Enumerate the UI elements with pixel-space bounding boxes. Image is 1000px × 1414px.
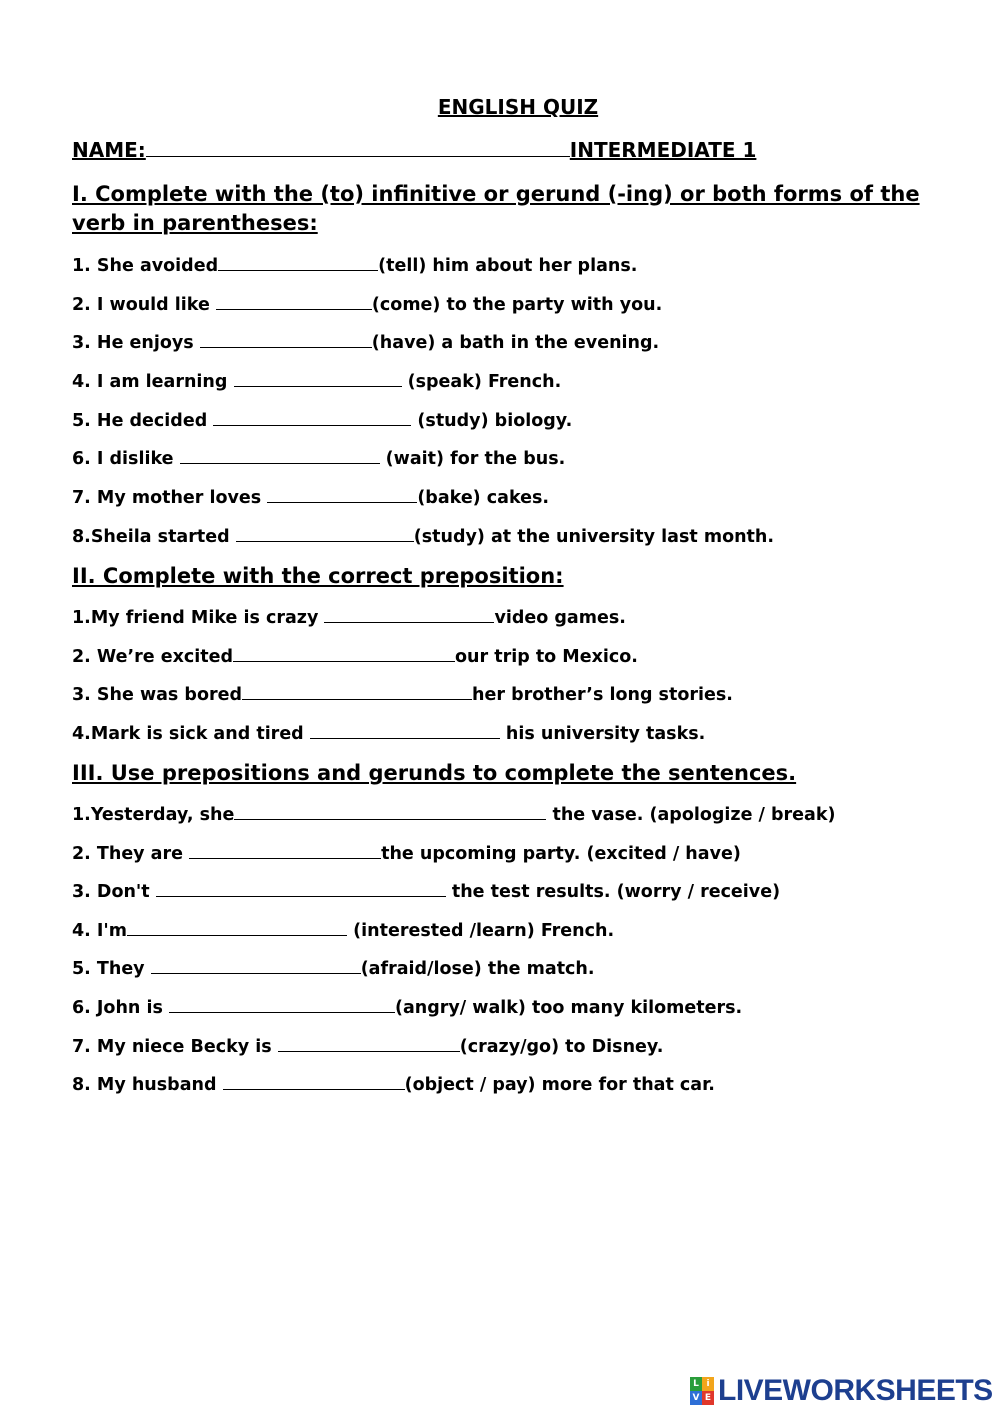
s1-item-8 (72, 524, 774, 547)
item-text: 2. I would like (72, 295, 216, 315)
answer-blank[interactable] (223, 1072, 405, 1090)
item-text: the upcoming party. (excited / have) (381, 844, 741, 864)
item-text: (study) at the university last month. (413, 527, 775, 547)
answer-blank[interactable] (233, 644, 455, 662)
item-text: (object / pay) more for that car. (404, 1075, 715, 1095)
item-text: video games. (494, 608, 626, 628)
answer-blank[interactable] (234, 802, 546, 820)
item-text: (study) biology. (411, 411, 573, 431)
answer-blank[interactable] (267, 485, 417, 503)
item-text: 1.Yesterday, she (72, 805, 235, 825)
item-text: 4. I'm (72, 921, 128, 941)
s1-item-2 (72, 292, 662, 315)
s3-item-8 (72, 1072, 715, 1095)
s3-item-6 (72, 995, 742, 1018)
s2-item-4 (72, 721, 705, 744)
s3-item-7 (72, 1034, 663, 1057)
answer-blank[interactable] (169, 995, 395, 1013)
item-text: her brother’s long stories. (472, 685, 733, 705)
item-text: (bake) cakes. (417, 488, 550, 508)
item-text: 5. They (72, 959, 151, 979)
item-text: 1. She avoided (72, 256, 219, 276)
s3-item-3 (72, 879, 780, 902)
s2-item-2 (72, 644, 638, 667)
s2-item-3 (72, 682, 733, 705)
item-text: (speak) French. (401, 372, 562, 392)
item-text: 3. He enjoys (72, 333, 200, 353)
s1-item-4 (72, 369, 561, 392)
item-text: our trip to Mexico. (455, 647, 638, 667)
s3-item-2 (72, 841, 741, 864)
quiz-title: ENGLISH QUIZ (437, 95, 599, 119)
item-text: his university tasks. (499, 724, 706, 744)
liveworksheets-logo (690, 1373, 993, 1409)
answer-blank[interactable] (216, 292, 372, 310)
s1-item-1 (72, 253, 637, 276)
name-label: NAME: (72, 138, 146, 162)
answer-blank[interactable] (278, 1034, 460, 1052)
item-text: 8.Sheila started (72, 527, 236, 547)
item-text: (afraid/lose) the match. (360, 959, 595, 979)
answer-blank[interactable] (218, 253, 378, 271)
item-text: the test results. (worry / receive) (445, 882, 781, 902)
item-text: 5. He decided (72, 411, 214, 431)
item-text: (come) to the party with you. (371, 295, 663, 315)
answer-blank[interactable] (127, 918, 347, 936)
s1-item-6 (72, 446, 565, 469)
answer-blank[interactable] (156, 879, 446, 897)
item-text: (wait) for the bus. (379, 449, 566, 469)
item-text: 3. She was bored (72, 685, 243, 705)
item-text: 6. I dislike (72, 449, 180, 469)
item-text: (tell) him about her plans. (378, 256, 638, 276)
item-text: 6. John is (72, 998, 169, 1018)
answer-blank[interactable] (200, 330, 372, 348)
answer-blank[interactable] (324, 605, 494, 623)
section-3-heading: III. Use prepositions and gerunds to complete the sentences. (72, 761, 797, 785)
item-text: 4. I am learning (72, 372, 234, 392)
item-text: 3. Don't (72, 882, 156, 902)
item-text: 2. We’re excited (72, 647, 233, 667)
s2-item-1 (72, 605, 626, 628)
item-text: 7. My mother loves (72, 488, 268, 508)
item-text: (crazy/go) to Disney. (459, 1037, 664, 1057)
level-label: INTERMEDIATE 1 (569, 138, 757, 162)
item-text: 4.Mark is sick and tired (72, 724, 310, 744)
s1-item-7 (72, 485, 549, 508)
answer-blank[interactable] (242, 682, 472, 700)
item-text: (have) a bath in the evening. (371, 333, 660, 353)
name-input-line[interactable] (146, 139, 570, 157)
liveworksheets-icon: L i V E (690, 1377, 714, 1405)
answer-blank[interactable] (151, 956, 361, 974)
answer-blank[interactable] (310, 721, 500, 739)
item-text: (angry/ walk) too many kilometers. (394, 998, 743, 1018)
item-text: 1.My friend Mike is crazy (72, 608, 325, 628)
name-row (72, 138, 756, 162)
s1-item-3 (72, 330, 659, 353)
item-text: (interested /learn) French. (347, 921, 615, 941)
answer-blank[interactable] (180, 446, 380, 464)
s3-item-5 (72, 956, 595, 979)
answer-blank[interactable] (213, 408, 411, 426)
item-text: 8. My husband (72, 1075, 223, 1095)
logo-text: LIVEWORKSHEETS (718, 1374, 993, 1407)
item-text: the vase. (apologize / break) (546, 805, 836, 825)
answer-blank[interactable] (236, 524, 414, 542)
item-text: 2. They are (72, 844, 190, 864)
item-text: 7. My niece Becky is (72, 1037, 278, 1057)
answer-blank[interactable] (234, 369, 402, 387)
section-1-heading: I. Complete with the (to) infinitive or gerund (-ing) or both forms of the verb in parentheses: (72, 182, 920, 235)
s3-item-4 (72, 918, 614, 941)
s1-item-5 (72, 408, 572, 431)
answer-blank[interactable] (189, 841, 381, 859)
section-2-heading: II. Complete with the correct preposition: (72, 564, 564, 588)
s3-item-1 (72, 802, 836, 825)
